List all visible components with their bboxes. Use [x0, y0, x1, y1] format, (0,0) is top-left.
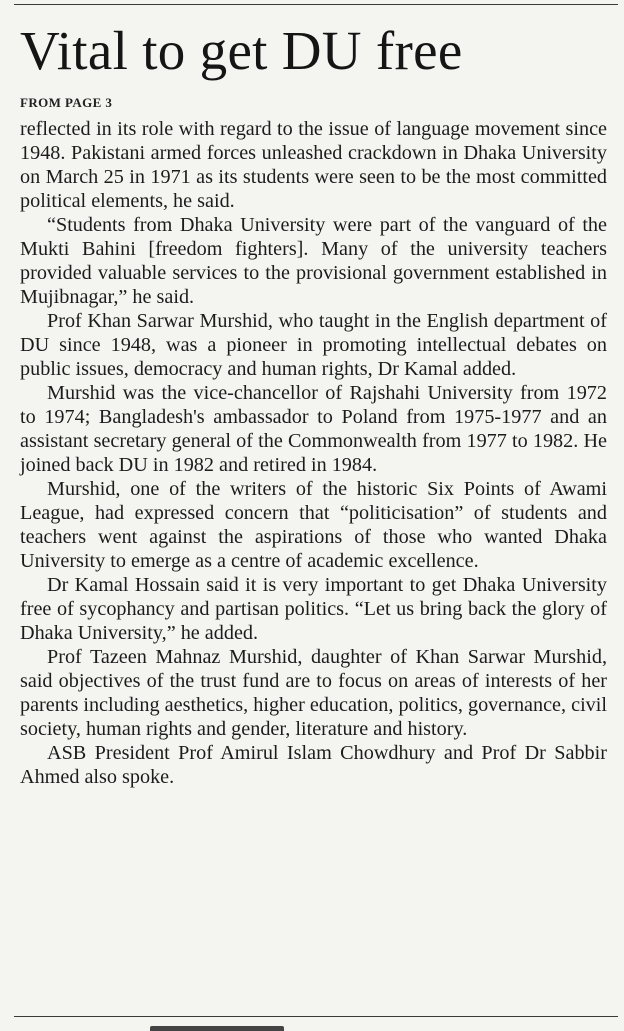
bottom-rule [14, 1016, 618, 1017]
article-headline: Vital to get DU free [20, 20, 463, 81]
article-paragraph: Murshid, one of the writers of the historic Six Points of Awami League, had expressed concern that “politicisation” of students and teachers went against the aspirations of those who wanted Dhaka University to emerge as a centre of academic excellence. [20, 478, 607, 572]
continuation-label: FROM PAGE 3 [20, 95, 113, 110]
cropped-next-article-fragment [150, 1026, 284, 1031]
article-paragraph: Prof Khan Sarwar Murshid, who taught in the English department of DU since 1948, was a pioneer in promoting intellectual debates on public issues, democracy and human rights, Dr Kamal added. [20, 310, 607, 380]
article-body [20, 117, 607, 789]
article-paragraph: Prof Tazeen Mahnaz Murshid, daughter of Khan Sarwar Murshid, said objectives of the trust fund are to focus on areas of interests of her parents including aesthetics, higher education, politics, governance, civil society, human rights and gender, literature and history. [20, 646, 607, 740]
article-paragraph: Dr Kamal Hossain said it is very important to get Dhaka University free of sycophancy and partisan politics. “Let us bring back the glory of Dhaka University,” he added. [20, 574, 607, 644]
article-paragraph: reflected in its role with regard to the issue of language movement since 1948. Pakistani armed forces unleashed crackdown in Dhaka University on March 25 in 1971 as its students were seen to be the most committed political elements, he said. [20, 118, 607, 212]
top-rule [14, 4, 618, 5]
article-paragraph: ASB President Prof Amirul Islam Chowdhury and Prof Dr Sabbir Ahmed also spoke. [20, 742, 607, 788]
article-paragraph: “Students from Dhaka University were part of the vanguard of the Mukti Bahini [freedom fighters]. Many of the university teachers provided valuable services to the provisional government established in Mujibnagar,” he said. [20, 214, 607, 308]
article-paragraph: Murshid was the vice-chancellor of Rajshahi University from 1972 to 1974; Bangladesh's ambassador to Poland from 1975-1977 and an assistant secretary general of the Commonwealth from 1977 to 1982. He joined back DU in 1982 and retired in 1984. [20, 382, 607, 476]
